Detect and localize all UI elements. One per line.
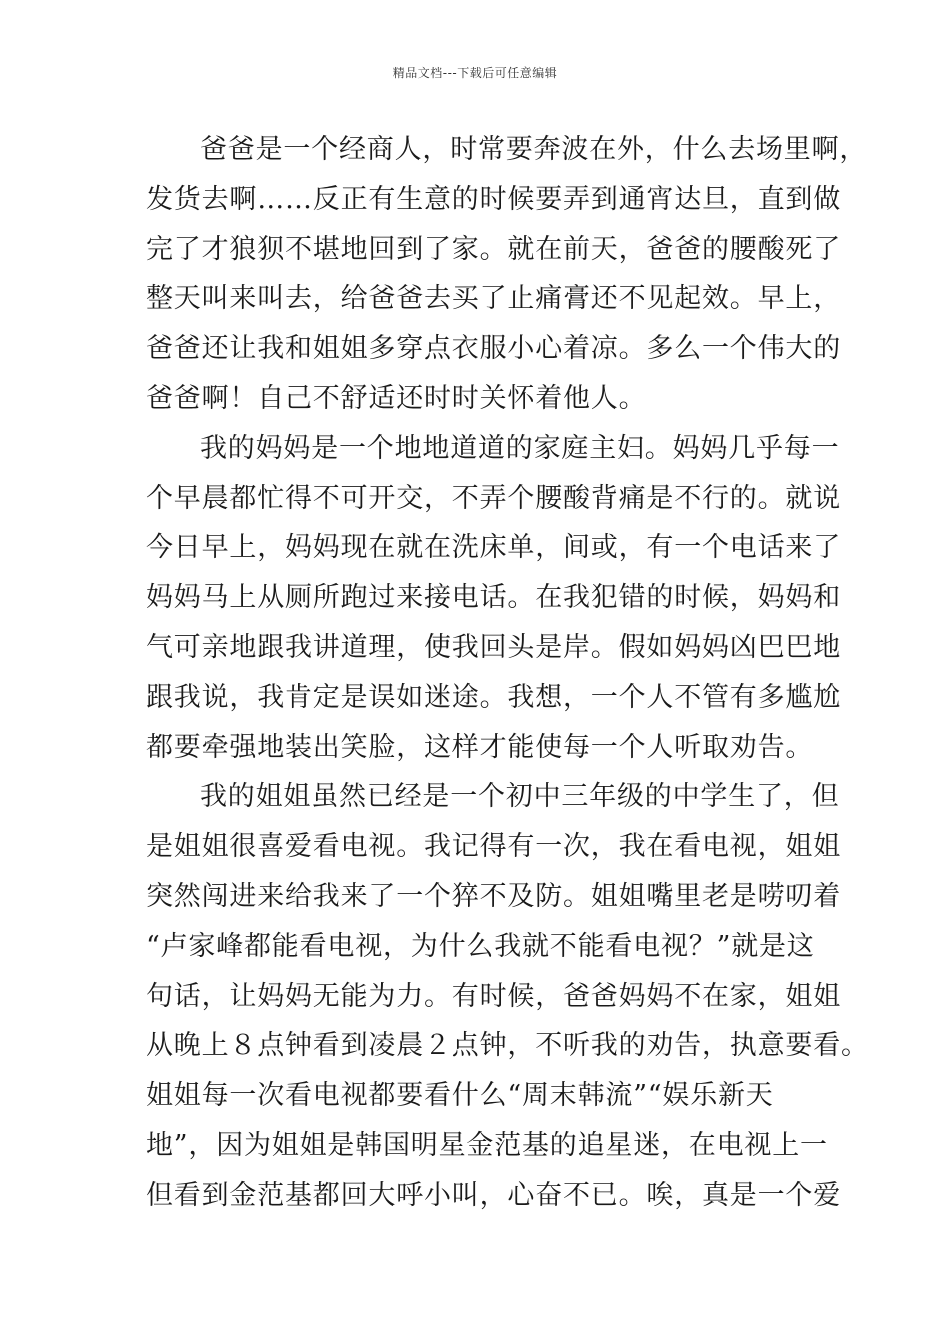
text-line: 气可亲地跟我讲道理，使我回头是岸。假如妈妈凶巴巴地 — [146, 631, 841, 663]
text-line: 爸爸啊！自己不舒适还时时关怀着他人。 — [146, 382, 647, 414]
text-line: 爸爸是一个经商人，时常要奔波在外，什么去场里啊， — [200, 134, 868, 165]
text-line: 突然闯进来给我来了一个猝不及防。姐姐嘴里老是唠叨着 — [146, 880, 841, 912]
text-line: 跟我说，我肯定是误如迷途。我想，一个人不管有多尴尬 — [146, 681, 841, 713]
text-line: 整天叫来叫去，给爸爸去买了止痛膏还不见起效。早上， — [146, 283, 841, 315]
text-line: 都要牵强地装出笑脸，这样才能使每一个人听取劝告。 — [146, 731, 814, 763]
page-header: 精品文档---下载后可任意编辑 — [392, 66, 558, 80]
text-line: 句话，让妈妈无能为力。有时候，爸爸妈妈不在家，姐姐 — [146, 980, 841, 1012]
text-line: 个早晨都忙得不可开交，不弄个腰酸背痛是不行的。就说 — [146, 482, 841, 514]
paragraph-father — [146, 125, 868, 424]
text-line: 今日早上，妈妈现在就在洗床单，间或，有一个电话来了 — [146, 532, 841, 564]
text-line: 是姐姐很喜爱看电视。我记得有一次，我在看电视，姐姐 — [146, 831, 841, 863]
paragraph-sister — [146, 772, 869, 1220]
text-line: 我的妈妈是一个地地道道的家庭主妇。妈妈几乎每一 — [200, 432, 840, 464]
text-line: “卢家峰都能看电视，为什么我就不能看电视？”就是这 — [146, 930, 815, 962]
document-body — [146, 125, 869, 1221]
text-line: 从晚上８点钟看到凌晨２点钟，不听我的劝告，执意要看。 — [146, 1030, 869, 1062]
text-line: 妈妈马上从厕所跑过来接电话。在我犯错的时候，妈妈和 — [146, 582, 841, 614]
text-line: 我的姐姐虽然已经是一个初中三年级的中学生了，但 — [200, 781, 840, 813]
text-line: 地”，因为姐姐是韩国明星金范基的追星迷，在电视上一 — [146, 1129, 828, 1161]
paragraph-mother — [146, 424, 841, 773]
text-line: 完了才狼狈不堪地回到了家。就在前天，爸爸的腰酸死了 — [146, 233, 841, 265]
text-line: 姐姐每一次看电视都要看什么“周末韩流”“娱乐新天 — [146, 1080, 774, 1112]
text-line: 发货去啊……反正有生意的时候要弄到通宵达旦，直到做 — [146, 183, 841, 215]
text-line: 但看到金范基都回大呼小叫，心奋不已。唉，真是一个爱 — [146, 1179, 841, 1211]
text-line: 爸爸还让我和姐姐多穿点衣服小心着凉。多么一个伟大的 — [146, 333, 841, 365]
